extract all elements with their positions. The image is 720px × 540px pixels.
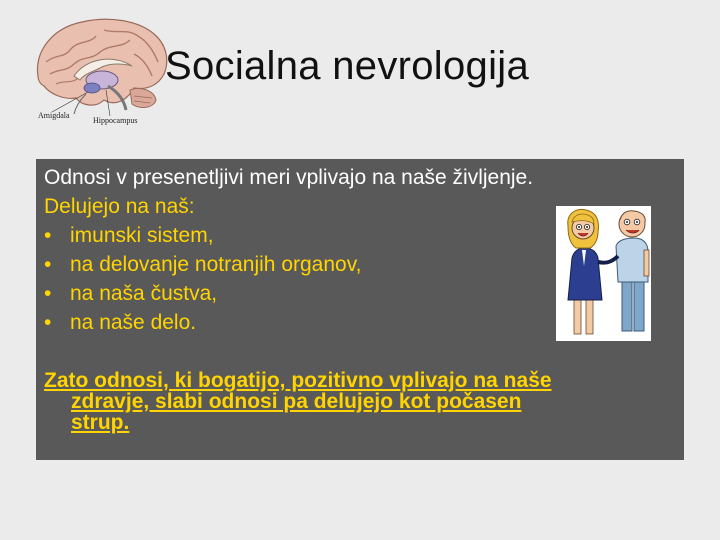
lead-text: Delujejo na naš:: [44, 195, 195, 218]
hippocampus-label: Hippocampus: [93, 116, 138, 125]
intro-text: Odnosi v presenetljivi meri vplivajo na naše življenje.: [44, 166, 534, 189]
list-item: [44, 282, 217, 306]
bullet-icon: •: [44, 253, 52, 276]
amygdala-label: Amigdala: [38, 111, 70, 120]
bullet-text: na naše delo.: [70, 311, 197, 334]
bullet-icon: •: [44, 282, 52, 305]
couple-illustration: [556, 206, 651, 341]
conclusion-text: [44, 370, 676, 433]
list-item: [44, 224, 214, 248]
list-item: [44, 253, 362, 277]
bullet-icon: •: [44, 311, 52, 334]
conclusion-line: Zato odnosi, ki bogatijo, pozitivno vplivajo na naše: [44, 369, 552, 392]
conclusion-line: zdravje, slabi odnosi pa delujejo kot počasen: [71, 390, 522, 413]
bullet-text: imunski sistem,: [70, 224, 214, 247]
bullet-icon: •: [44, 224, 52, 247]
conclusion-line: strup.: [71, 411, 130, 434]
bullet-text: na naša čustva,: [70, 282, 218, 305]
list-item: [44, 311, 196, 335]
slide-title: Socialna nevrologija: [165, 44, 530, 88]
content-panel: [36, 159, 684, 460]
bullet-text: na delovanje notranjih organov,: [70, 253, 362, 276]
